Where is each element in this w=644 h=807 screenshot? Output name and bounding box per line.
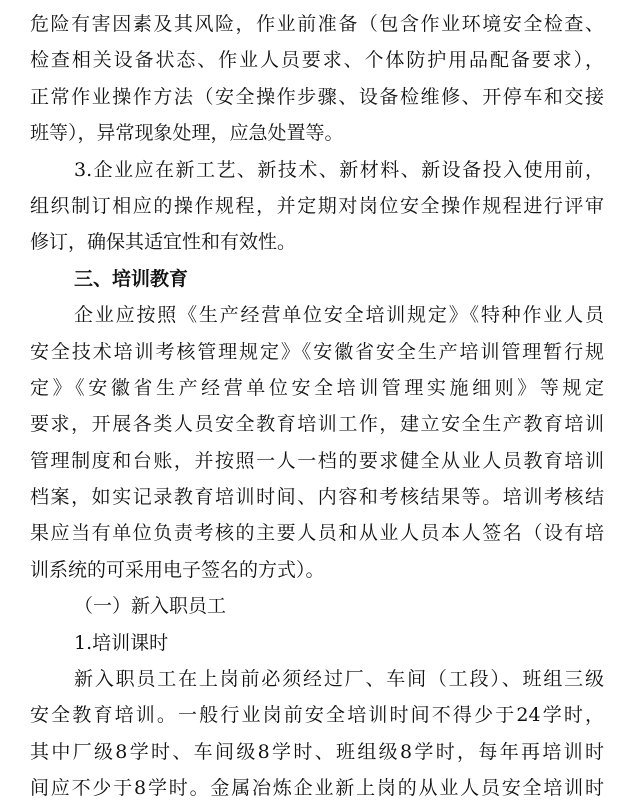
body-text-line: 正常作业操作方法（安全操作步骤、设备检维修、开停车和交接 (30, 85, 604, 108)
body-text-line: 班等），异常现象处理，应急处置等。 (30, 122, 344, 145)
body-text-line: 其中厂级8学时、车间级8学时、班组级8学时，每年再培训时 (30, 740, 604, 763)
body-text-line: 检查相关设备状态、作业人员要求、个体防护用品配备要求）， (30, 49, 604, 72)
body-text-line: 档案，如实记录教育培训时间、内容和考核结果等。培训考核结 (30, 486, 604, 509)
subsection-heading: （一）新入职员工 (74, 595, 227, 618)
paragraph-start-line: 企业应按照《生产经营单位安全培训规定》《特种作业人员 (74, 304, 604, 327)
section-heading: 三、培训教育 (74, 267, 189, 290)
body-text-line: 要求，开展各类人员安全教育培训工作，建立安全生产教育培训 (30, 413, 604, 436)
item-heading: 1.培训课时 (74, 631, 169, 654)
body-text-line: 训系统的可采用电子签名的方式）。 (30, 558, 325, 581)
body-text-line: 修订，确保其适宜性和有效性。 (30, 231, 297, 254)
body-text-line: 定》《安徽省生产经营单位安全培训管理实施细则》等规定 (30, 376, 604, 399)
body-text-line: 安全教育培训。一般行业岗前安全培训时间不得少于24学时， (30, 704, 604, 727)
body-text-line: 危险有害因素及其风险，作业前准备（包含作业环境安全检查、 (30, 13, 604, 35)
body-text-line: 管理制度和台账，并按照一人一档的要求健全从业人员教育培训 (30, 449, 604, 472)
body-text-line: 果应当有单位负责考核的主要人员和从业人员本人签名（设有培 (30, 522, 604, 545)
body-text-line: 间应不少于8学时。金属冶炼企业新上岗的从业人员安全培训时 (30, 777, 604, 800)
body-text-line: 组织制订相应的操作规程，并定期对岗位安全操作规程进行评审 (30, 194, 604, 217)
paragraph-start-line: 新入职员工在上岗前必须经过厂、车间（工段）、班组三级 (74, 668, 604, 691)
paragraph-start-line: 3.企业应在新工艺、新技术、新材料、新设备投入使用前， (74, 158, 604, 181)
body-text-line: 安全技术培训考核管理规定》《安徽省安全生产培训管理暂行规 (30, 340, 604, 363)
